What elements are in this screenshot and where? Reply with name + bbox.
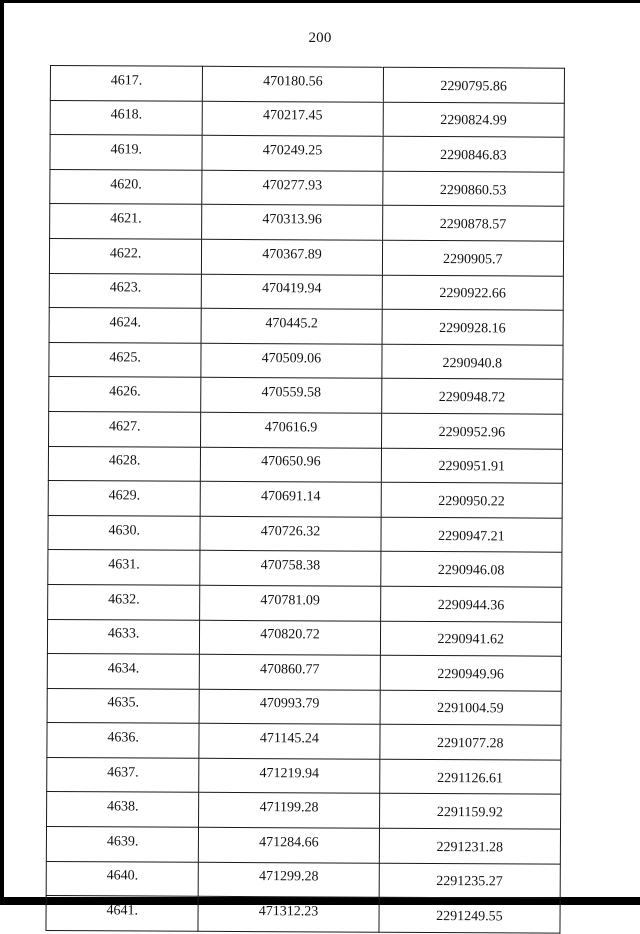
y-coordinate-cell: 2291231.28 bbox=[379, 828, 561, 864]
point-number-cell: 4627. bbox=[49, 411, 201, 446]
y-coordinate-cell: 2290948.72 bbox=[381, 379, 563, 415]
x-coordinate-cell: 471199.28 bbox=[199, 793, 379, 829]
x-coordinate-cell: 470367.89 bbox=[202, 239, 382, 275]
table-row bbox=[49, 342, 563, 379]
x-coordinate-cell: 470277.93 bbox=[202, 170, 382, 206]
y-coordinate-cell: 2290928.16 bbox=[382, 309, 564, 345]
x-coordinate-cell: 470509.06 bbox=[201, 343, 381, 379]
x-coordinate-cell: 470217.45 bbox=[202, 101, 382, 137]
table-row bbox=[46, 896, 560, 933]
table-row bbox=[49, 377, 563, 414]
x-coordinate-cell: 470691.14 bbox=[200, 481, 380, 517]
x-coordinate-cell: 470993.79 bbox=[199, 689, 379, 725]
x-coordinate-cell: 470860.77 bbox=[200, 654, 380, 690]
x-coordinate-cell: 471284.66 bbox=[199, 827, 379, 863]
x-coordinate-cell: 470445.2 bbox=[201, 308, 381, 344]
point-number-cell: 4641. bbox=[46, 896, 198, 931]
point-number-cell: 4619. bbox=[50, 135, 202, 170]
x-coordinate-cell: 470249.25 bbox=[202, 135, 382, 171]
table-row bbox=[50, 169, 564, 206]
x-coordinate-cell: 470313.96 bbox=[202, 205, 382, 241]
point-number-cell: 4630. bbox=[48, 515, 200, 550]
y-coordinate-cell: 2290795.86 bbox=[383, 67, 565, 103]
x-coordinate-cell: 471219.94 bbox=[199, 758, 379, 794]
point-number-cell: 4628. bbox=[48, 446, 200, 481]
y-coordinate-cell: 2291004.59 bbox=[380, 690, 562, 726]
point-number-cell: 4638. bbox=[47, 792, 199, 827]
point-number-cell: 4626. bbox=[49, 377, 201, 412]
y-coordinate-cell: 2290944.36 bbox=[380, 586, 562, 622]
table-row bbox=[50, 135, 564, 172]
table-row bbox=[48, 446, 562, 483]
table-row bbox=[47, 654, 561, 691]
x-coordinate-cell: 471145.24 bbox=[199, 724, 379, 760]
table-row bbox=[48, 515, 562, 552]
y-coordinate-cell: 2290824.99 bbox=[383, 102, 565, 138]
table-row bbox=[48, 550, 562, 587]
x-coordinate-cell: 470781.09 bbox=[200, 585, 380, 621]
point-number-cell: 4637. bbox=[47, 757, 199, 792]
table-row bbox=[47, 619, 561, 656]
point-number-cell: 4625. bbox=[49, 342, 201, 377]
y-coordinate-cell: 2291159.92 bbox=[379, 794, 561, 830]
x-coordinate-cell: 470616.9 bbox=[201, 412, 381, 448]
table-row bbox=[47, 723, 561, 760]
point-number-cell: 4624. bbox=[49, 308, 201, 343]
table-row bbox=[48, 481, 562, 518]
table-row bbox=[47, 688, 561, 725]
table-row bbox=[49, 411, 563, 448]
x-coordinate-cell: 470180.56 bbox=[203, 66, 383, 102]
point-number-cell: 4622. bbox=[49, 238, 201, 273]
point-number-cell: 4634. bbox=[47, 654, 199, 689]
y-coordinate-cell: 2291077.28 bbox=[379, 725, 561, 761]
table-row bbox=[50, 204, 564, 241]
y-coordinate-cell: 2290860.53 bbox=[382, 171, 564, 207]
x-coordinate-cell: 470419.94 bbox=[202, 274, 382, 310]
page-number: 200 bbox=[308, 30, 332, 46]
y-coordinate-cell: 2291235.27 bbox=[379, 863, 561, 899]
x-coordinate-cell: 470650.96 bbox=[201, 447, 381, 483]
point-number-cell: 4618. bbox=[50, 100, 202, 135]
point-number-cell: 4631. bbox=[48, 550, 200, 585]
point-number-cell: 4623. bbox=[49, 273, 201, 308]
x-coordinate-cell: 470820.72 bbox=[200, 620, 380, 656]
y-coordinate-cell: 2290941.62 bbox=[380, 621, 562, 657]
point-number-cell: 4635. bbox=[47, 688, 199, 723]
y-coordinate-cell: 2290949.96 bbox=[380, 655, 562, 691]
y-coordinate-cell: 2291249.55 bbox=[379, 897, 561, 933]
point-number-cell: 4636. bbox=[47, 723, 199, 758]
point-number-cell: 4632. bbox=[48, 584, 200, 619]
y-coordinate-cell: 2290940.8 bbox=[381, 344, 563, 380]
table-row bbox=[46, 861, 560, 898]
point-number-cell: 4620. bbox=[50, 169, 202, 204]
y-coordinate-cell: 2290878.57 bbox=[382, 206, 564, 242]
point-number-cell: 4640. bbox=[46, 861, 198, 896]
scan-border-top bbox=[0, 0, 640, 3]
table-row bbox=[49, 238, 563, 275]
y-coordinate-cell: 2290951.91 bbox=[381, 448, 563, 484]
y-coordinate-cell: 2290846.83 bbox=[383, 136, 565, 172]
coordinates-table-body bbox=[46, 66, 565, 934]
point-number-cell: 4629. bbox=[48, 481, 200, 516]
point-number-cell: 4621. bbox=[50, 204, 202, 239]
table-row bbox=[50, 100, 564, 137]
y-coordinate-cell: 2290946.08 bbox=[380, 552, 562, 588]
point-number-cell: 4639. bbox=[46, 827, 198, 862]
scan-border-left bbox=[0, 0, 4, 905]
x-coordinate-cell: 471312.23 bbox=[198, 897, 378, 933]
table-row bbox=[48, 584, 562, 621]
x-coordinate-cell: 470758.38 bbox=[200, 551, 380, 587]
x-coordinate-cell: 470559.58 bbox=[201, 378, 381, 414]
table-row bbox=[49, 273, 563, 310]
y-coordinate-cell: 2290922.66 bbox=[382, 275, 564, 311]
point-number-cell: 4617. bbox=[50, 66, 202, 101]
y-coordinate-cell: 2290950.22 bbox=[381, 482, 563, 518]
coordinates-table bbox=[45, 65, 565, 934]
x-coordinate-cell: 471299.28 bbox=[198, 862, 378, 898]
table-row bbox=[46, 827, 560, 864]
table-row bbox=[47, 792, 561, 829]
table-row bbox=[47, 757, 561, 794]
point-number-cell: 4633. bbox=[47, 619, 199, 654]
y-coordinate-cell: 2291126.61 bbox=[379, 759, 561, 795]
y-coordinate-cell: 2290952.96 bbox=[381, 413, 563, 449]
y-coordinate-cell: 2290905.7 bbox=[382, 240, 564, 276]
y-coordinate-cell: 2290947.21 bbox=[381, 517, 563, 553]
table-row bbox=[49, 308, 563, 345]
x-coordinate-cell: 470726.32 bbox=[200, 516, 380, 552]
table-row bbox=[50, 66, 564, 103]
